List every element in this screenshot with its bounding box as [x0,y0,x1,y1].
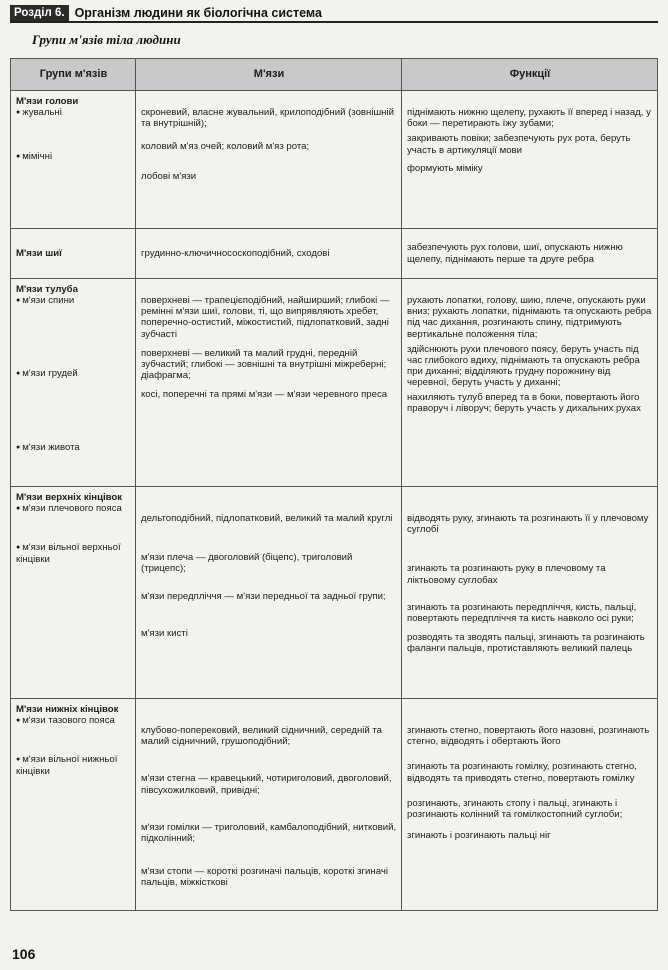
subgroup-label: ● м'язи вільної нижньої кінцівки [16,754,131,776]
muscles-text: поверхневі — трапецієподібний, найширший; глибокі — ремінні м'язи шиї, голови, ті, що випрявляють хребет, поперечно-остистий, міжостистий, підлопатковий, задні зубчасті [141,295,390,340]
section-title: Організм людини як біологічна система [74,6,322,20]
muscles-cell [136,229,402,279]
subgroup-label: ● мімічні [16,151,131,162]
subgroup-label: ● м'язи живота [16,442,131,453]
table-subtitle: Групи м'язів тіла людини [32,32,181,47]
functions-text: закривають повіки; забезпечують рух рота, беруть участь в артикуляції мови [407,133,631,156]
group-cell [11,229,136,279]
group-title: М'язи шиї [16,247,62,259]
header-muscles: М'язи [136,59,402,91]
section-badge: Розділ 6. [10,5,69,21]
functions-cell [402,487,658,699]
group-title: М'язи тулуба [16,284,78,295]
functions-text: розгинають, згинають стопу і пальці, згинають і розгинають колінний та гомілкостопний суглоби; [407,797,623,821]
functions-text: рухають лопатки, голову, шию, плече, опускають руки вниз; рухають лопатки, піднімають та опускають ребра під час дихання, розгинають спину, підтримують вертикальне положення тіла; [407,295,652,340]
functions-text: згинають стегно, повертають його назовні, розгинають стегно, відводять і обертають його [407,725,650,748]
subgroup-label: ● м'язи вільної верхньої кінцівки [16,542,131,564]
muscles-cell [136,699,402,911]
muscles-text: лобові м'язи [141,170,197,182]
table-row [11,487,658,699]
muscles-text: м'язи гомілки — триголовий, камбалоподібний, нитковий, підколінний; [141,821,397,845]
functions-cell [402,229,658,279]
muscle-groups-table [10,58,658,911]
muscles-text: дельтоподібний, підлопатковий, великий та малий круглі [141,513,393,524]
subgroup-label: ● жувальні [16,107,131,118]
muscles-text: поверхневі — великий та малий грудні, передній зубчастий; глибокі — зовнішні та внутрішні міжреберні; діафрагма; [141,347,387,382]
functions-text: розводять та зводять пальці, згинають та розгинають фаланги пальців, протиставляють великий палець [407,632,645,655]
functions-text: формують міміку [407,162,483,174]
muscles-cell [136,91,402,229]
group-title: М'язи нижніх кінцівок [16,704,119,715]
muscles-text: грудинно-ключичнососкоподібний, сходові [141,247,330,259]
functions-text: відводять руку, згинають та розгинають її у плечовому суглобі [407,513,649,536]
header-functions: Функції [402,59,658,91]
functions-cell [402,699,658,911]
functions-text: здійснюють рухи плечового поясу, беруть участь під час глибокого вдиху, піднімають та опускають ребра при диханні; відділяють грудну порожнину від черевної, беруть участь у диханні; [407,343,640,389]
functions-text: піднімають нижню щелепу, рухають її вперед і назад, у боки — перетирають їжу зубами; [407,107,651,130]
table-row [11,91,658,229]
subgroup-label: ● м'язи тазового пояса [16,715,131,726]
functions-text: нахиляють тулуб вперед та в боки, повертають його праворуч і ліворуч; беруть участь у дихальних рухах [407,391,641,414]
muscles-cell [136,279,402,487]
functions-text: згинають та розгинають гомілку, розгинають стегно, відводять та приводять стегно, повертають гомілку [407,761,637,784]
group-cell [11,699,136,911]
group-title: М'язи верхніх кінцівок [16,492,123,503]
muscles-text: м'язи кисті [141,627,188,639]
muscles-text: косі, поперечні та прямі м'язи — м'язи черевного преса [141,389,388,401]
functions-cell [402,279,658,487]
muscles-text: м'язи плеча — двоголовий (біцепс), триголовий (трицепс); [141,552,353,575]
muscles-text: клубово-поперековий, великий сідничний, середній та малий сідничний, грушоподібний; [141,725,383,748]
muscles-cell [136,487,402,699]
group-cell [11,91,136,229]
group-title: М'язи голови [16,96,79,107]
functions-text: згинають і розгинають пальці ніг [407,830,551,842]
functions-text: забезпечують рух голови, шиї, опускають нижню щелепу, піднімають перше та друге ребра [407,242,623,265]
muscles-text: коловий м'яз очей; коловий м'яз рота; [141,141,310,153]
subgroup-label: ● м'язи плечового пояса [16,503,131,514]
muscles-text: м'язи стопи — короткі розгиначі пальців, короткі згиначі пальців, міжкісткові [141,866,388,889]
functions-cell [402,91,658,229]
muscles-text: скроневий, власне жувальний, крилоподібний (зовнішній та внутрішній); [141,107,394,130]
subgroup-label: ● м'язи спини [16,295,131,306]
group-cell [11,279,136,487]
table-row [11,229,658,279]
functions-text: згинають та розгинають руку в плечовому та ліктьовому суглобах [407,563,606,586]
page-number: 106 [12,946,36,962]
group-cell [11,487,136,699]
muscles-text: м'язи передпліччя — м'язи передньої та задньої групи; [141,590,386,602]
table-row [11,279,658,487]
table-header-row [11,59,658,91]
subgroup-label: ● м'язи грудей [16,368,131,379]
muscles-text: м'язи стегна — кравецький, чотириголовий, двоголовий, півсухожилковий, привідні; [141,773,392,796]
page-header [10,6,658,23]
header-groups: Групи м'язів [11,59,136,91]
functions-text: згинають та розгинають передпліччя, кисть, пальці, повертають передпліччя та кисть навколо осі руки; [407,601,637,625]
table-row [11,699,658,911]
